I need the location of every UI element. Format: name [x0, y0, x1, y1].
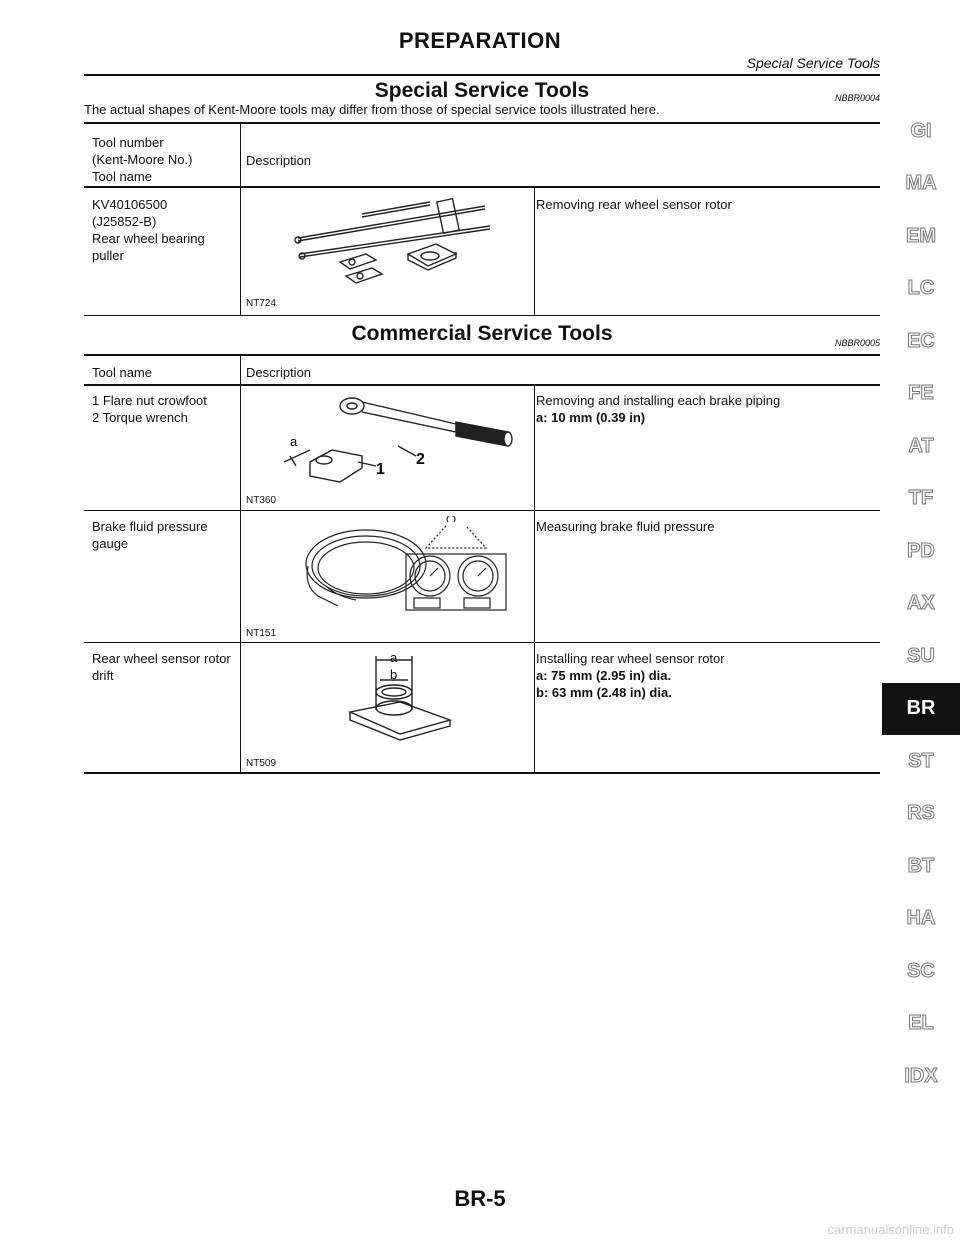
column-divider — [534, 188, 535, 315]
table-rule — [84, 772, 880, 774]
watermark: carmanualsonline.info — [827, 1222, 954, 1237]
illustration-label: 1 — [376, 461, 385, 478]
section-tab-lc[interactable]: LC — [907, 277, 935, 300]
illustration-code: NT724 — [246, 298, 277, 309]
section-tab-el[interactable]: EL — [908, 1012, 934, 1035]
section-tab-ma[interactable]: MA — [905, 172, 937, 195]
page-header-subtitle: Special Service Tools — [746, 55, 880, 71]
section-tab-pd[interactable]: PD — [907, 539, 935, 562]
description-cell: Installing rear wheel sensor rotor — [536, 651, 725, 666]
page-number: BR-5 — [454, 1186, 506, 1211]
illustration-label: b — [390, 667, 398, 682]
section-tab-bt[interactable]: BT — [907, 854, 935, 877]
tool-name-cell: KV40106500 (J25852-B) Rear wheel bearing puller — [92, 197, 205, 263]
table-rule — [84, 510, 880, 511]
spec-cell: a: 75 mm (2.95 in) dia. b: 63 mm (2.48 in) dia. — [536, 668, 672, 700]
section-tab-br[interactable]: BR — [882, 683, 960, 736]
section-tab-st[interactable]: ST — [908, 749, 934, 772]
special-tools-code: NBBR0004 — [834, 93, 880, 103]
section-tab-ec[interactable]: EC — [907, 329, 935, 352]
description-cell: Removing and installing each brake piping — [536, 393, 781, 408]
commercial-tools-title: Commercial Service Tools — [351, 322, 613, 345]
column-divider — [534, 386, 535, 774]
special-tools-title: Special Service Tools — [374, 79, 590, 102]
table-header-tool: Tool name — [92, 365, 152, 380]
table-rule — [84, 384, 880, 386]
section-tab-gi[interactable]: GI — [910, 119, 932, 142]
illustration-label: a — [390, 650, 398, 665]
section-tab-ax[interactable]: AX — [907, 592, 935, 615]
tool-name-cell: 1 Flare nut crowfoot 2 Torque wrench — [92, 393, 207, 425]
section-tab-at[interactable]: AT — [908, 434, 934, 457]
section-tab-strip — [882, 105, 960, 1103]
page-header-title: PREPARATION — [398, 28, 562, 53]
table-rule — [84, 315, 880, 316]
rotor-drift-illustration — [340, 650, 460, 750]
table-rule — [84, 354, 880, 356]
section-tab-idx[interactable]: IDX — [904, 1064, 938, 1087]
illustration-code: NT360 — [246, 495, 277, 506]
illustration-code: NT509 — [246, 758, 277, 769]
section-tab-fe[interactable]: FE — [908, 382, 934, 405]
header-rule — [84, 74, 880, 76]
spec-cell: a: 10 mm (0.39 in) — [536, 410, 646, 425]
section-tab-tf[interactable]: TF — [908, 487, 934, 510]
section-tab-su[interactable]: SU — [907, 644, 935, 667]
tool-name-cell: Rear wheel sensor rotor drift — [92, 651, 231, 683]
description-cell: Removing rear wheel sensor rotor — [536, 197, 732, 212]
table-rule — [84, 642, 880, 643]
illustration-label: a — [290, 434, 298, 449]
pressure-gauge-illustration — [296, 516, 516, 616]
commercial-tools-code: NBBR0005 — [834, 338, 880, 348]
illustration-label: 2 — [416, 451, 425, 468]
section-tab-ha[interactable]: HA — [906, 907, 936, 930]
table-header-description: Description — [246, 153, 312, 168]
section-tab-sc[interactable]: SC — [907, 959, 935, 982]
column-divider — [240, 124, 241, 315]
table-rule — [84, 122, 880, 124]
description-cell: Measuring brake fluid pressure — [536, 519, 715, 534]
table-header-tool: Tool number (Kent-Moore No.) Tool name — [92, 135, 193, 184]
wheel-bearing-puller-illustration — [290, 192, 500, 292]
special-tools-intro: The actual shapes of Kent-Moore tools may differ from those of special service tools illustrated here. — [84, 102, 660, 117]
torque-wrench-illustration — [280, 390, 520, 490]
table-header-description: Description — [246, 365, 312, 380]
column-divider — [240, 356, 241, 774]
section-tab-em[interactable]: EM — [906, 224, 936, 247]
tool-name-cell: Brake fluid pressure gauge — [92, 519, 208, 551]
table-rule — [84, 186, 880, 188]
illustration-code: NT151 — [246, 628, 277, 639]
section-tab-rs[interactable]: RS — [907, 802, 935, 825]
